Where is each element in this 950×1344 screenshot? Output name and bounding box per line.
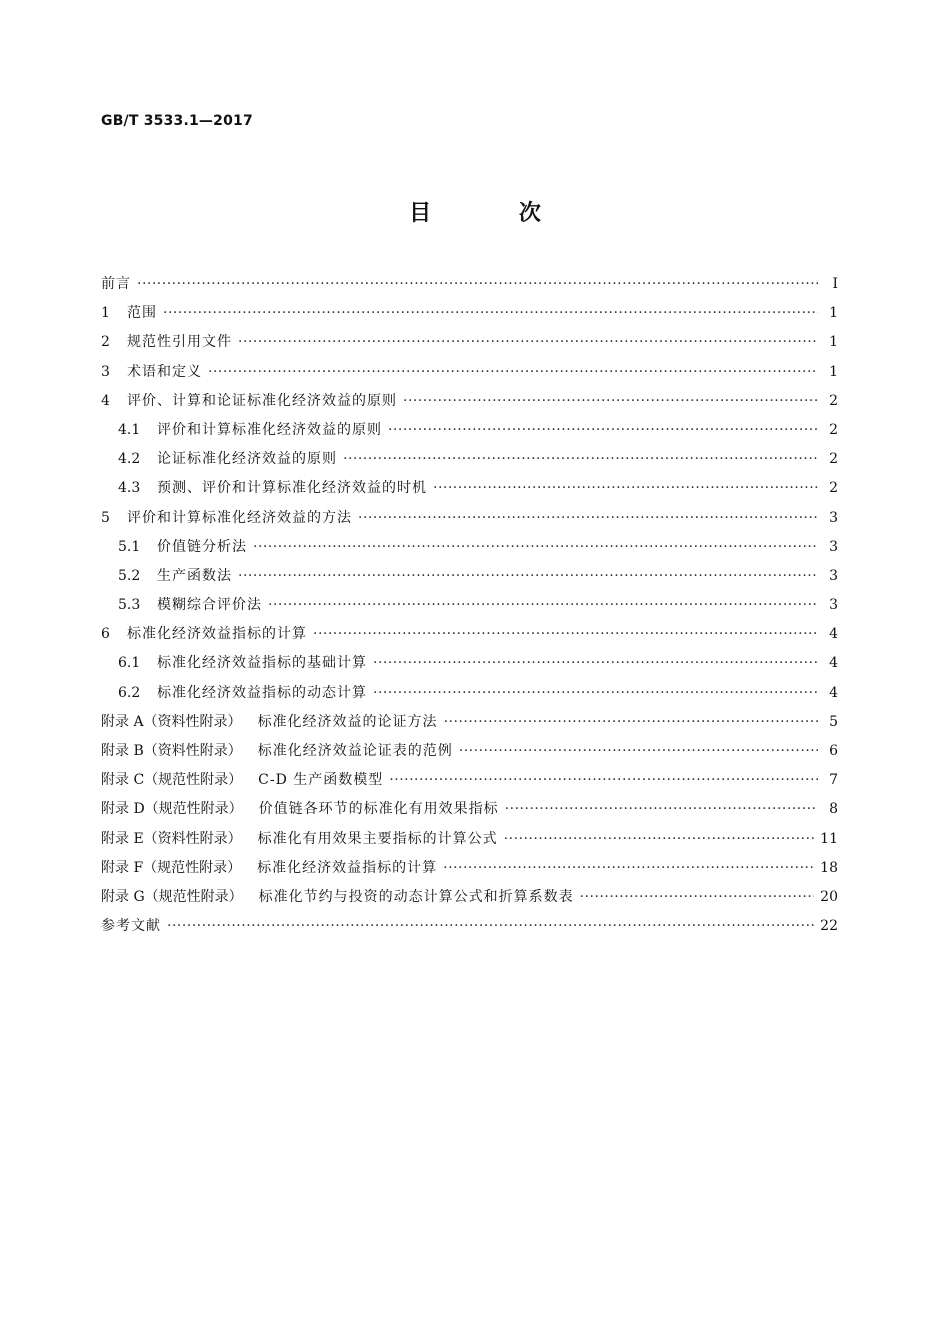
toc-leader-dots (268, 591, 818, 620)
toc-entry-number: 附录 G（规范性附录） (101, 888, 243, 905)
toc-entry-number: 6.2 (118, 684, 141, 701)
toc-entry-label: C-D 生产函数模型 (258, 772, 384, 789)
toc-entry-label: 范围 (127, 305, 157, 322)
toc-entry-number: 4.3 (118, 480, 141, 497)
toc-entry[interactable] (101, 591, 838, 620)
toc-entry[interactable] (101, 270, 838, 299)
toc-entry-label: 术语和定义 (127, 363, 202, 380)
toc-leader-dots (253, 533, 818, 562)
toc-entry-number: 6.1 (118, 655, 141, 672)
toc-entry-label: 评价和计算标准化经济效益的原则 (157, 421, 382, 438)
toc-entry-number: 5.3 (118, 597, 141, 614)
toc-entry[interactable] (101, 620, 838, 649)
toc-entry-number: 5 (101, 509, 110, 526)
toc-entry-label: 标准化经济效益论证表的范例 (257, 743, 453, 759)
toc-entry[interactable] (101, 649, 838, 678)
toc-entry[interactable] (101, 358, 838, 387)
toc-leader-dots (505, 795, 818, 824)
toc-leader-dots (358, 504, 818, 533)
toc-entry[interactable] (101, 445, 838, 474)
toc-entry-number: 附录 B（资料性附录） (101, 743, 242, 759)
toc-entry-page: 18 (820, 859, 838, 876)
toc-entry[interactable] (101, 504, 838, 533)
toc-leader-dots (373, 679, 818, 708)
toc-entry-label: 生产函数法 (157, 567, 232, 584)
toc-entry-page: 1 (829, 305, 838, 322)
toc-leader-dots (459, 737, 818, 766)
toc-entry[interactable] (101, 562, 838, 591)
toc-entry-page: 3 (829, 597, 838, 614)
toc-entry-label: 价值链各环节的标准化有用效果指标 (258, 801, 499, 818)
toc-leader-dots (388, 416, 818, 445)
toc-entry[interactable] (101, 679, 838, 708)
toc-leader-dots (389, 766, 818, 795)
toc-entry-page: 2 (829, 451, 838, 468)
toc-entry-number: 附录 E（资料性附录） (101, 830, 242, 847)
toc-entry-page: 6 (829, 743, 838, 759)
toc-entry-number: 5.1 (118, 538, 141, 555)
toc-entry-page: 5 (829, 713, 838, 730)
toc-entry-label: 评价、计算和论证标准化经济效益的原则 (127, 392, 397, 409)
toc-entry-number: 5.2 (118, 567, 141, 584)
toc-leader-dots (313, 620, 818, 649)
toc-entry-label: 模糊综合评价法 (157, 597, 262, 614)
toc-entry-label: 价值链分析法 (157, 538, 247, 555)
toc-entry-page: 4 (829, 655, 838, 672)
toc-entry-page: 3 (829, 538, 838, 555)
standard-code: GB/T 3533.1—2017 (101, 113, 253, 129)
toc-entry-number: 附录 C（规范性附录） (101, 772, 243, 789)
toc-entry-page: 2 (829, 392, 838, 409)
toc-entry-number: 2 (101, 334, 110, 351)
toc-entry[interactable] (101, 912, 838, 941)
toc-entry[interactable] (101, 883, 838, 912)
toc-leader-dots (373, 649, 818, 678)
toc-entry-number: 4.1 (118, 421, 141, 438)
toc-entry[interactable] (101, 795, 838, 824)
toc-leader-dots (580, 883, 815, 912)
toc-entry-page: 4 (829, 684, 838, 701)
toc-entry-page: 22 (820, 918, 838, 935)
toc-leader-dots (238, 328, 818, 357)
toc-leader-dots (443, 854, 814, 883)
toc-entry-label: 评价和计算标准化经济效益的方法 (127, 509, 352, 526)
toc-entry-number: 4 (101, 392, 110, 409)
toc-entry-label: 标准化经济效益指标的动态计算 (157, 684, 367, 701)
toc-entry[interactable] (101, 708, 838, 737)
toc-leader-dots (167, 912, 814, 941)
toc-entry[interactable] (101, 328, 838, 357)
toc-entry[interactable] (101, 825, 838, 854)
toc-entry-page: 1 (829, 363, 838, 380)
toc-entry-page: 2 (829, 480, 838, 497)
page-title: 目 次 (409, 201, 581, 226)
toc-leader-dots (208, 358, 818, 387)
toc-entry-page: 7 (829, 772, 838, 789)
toc-entry[interactable] (101, 533, 838, 562)
toc-leader-dots (444, 708, 818, 737)
toc-entry-number: 附录 F（规范性附录） (101, 859, 242, 876)
toc-entry-number: 6 (101, 626, 110, 643)
toc-entry-page: Ⅰ (832, 276, 838, 292)
toc-entry-label: 规范性引用文件 (127, 334, 232, 351)
toc-leader-dots (343, 445, 818, 474)
toc-entry-number: 3 (101, 363, 110, 380)
toc-entry-label: 标准化节约与投资的动态计算公式和折算系数表 (258, 888, 574, 905)
toc-entry-page: 2 (829, 421, 838, 438)
toc-entry-page: 11 (820, 830, 838, 847)
toc-entry-page: 20 (820, 888, 838, 905)
toc-entry-page: 1 (829, 334, 838, 351)
toc-entry-number: 附录 A（资料性附录） (101, 713, 242, 730)
toc-entry[interactable] (101, 299, 838, 328)
toc-entry[interactable] (101, 766, 838, 795)
toc-leader-dots (238, 562, 818, 591)
toc-entry-label: 前言 (101, 276, 131, 292)
table-of-contents (101, 270, 838, 941)
toc-entry[interactable] (101, 854, 838, 883)
toc-leader-dots (433, 474, 818, 503)
toc-entry-label: 预测、评价和计算标准化经济效益的时机 (157, 480, 427, 497)
toc-entry-label: 标准化经济效益指标的基础计算 (157, 655, 367, 672)
toc-entry-page: 3 (829, 567, 838, 584)
toc-entry[interactable] (101, 474, 838, 503)
toc-leader-dots (137, 270, 818, 299)
toc-leader-dots (403, 387, 818, 416)
toc-entry-label: 论证标准化经济效益的原则 (157, 451, 337, 468)
toc-entry-number: 1 (101, 305, 110, 322)
toc-entry-number: 4.2 (118, 451, 141, 468)
toc-entry-label: 标准化经济效益指标的计算 (257, 859, 438, 876)
toc-entry-page: 3 (829, 509, 838, 526)
toc-entry-label: 标准化经济效益指标的计算 (127, 626, 307, 643)
toc-entry-page: 8 (829, 801, 838, 818)
toc-leader-dots (504, 825, 815, 854)
toc-entry-number: 附录 D（规范性附录） (101, 801, 243, 818)
toc-entry-page: 4 (829, 626, 838, 643)
toc-entry[interactable] (101, 737, 838, 766)
toc-leader-dots (163, 299, 818, 328)
toc-entry-label: 标准化有用效果主要指标的计算公式 (257, 830, 498, 847)
toc-entry-label: 参考文献 (101, 918, 161, 935)
toc-entry[interactable] (101, 416, 838, 445)
toc-entry[interactable] (101, 387, 838, 416)
toc-entry-label: 标准化经济效益的论证方法 (257, 713, 438, 730)
